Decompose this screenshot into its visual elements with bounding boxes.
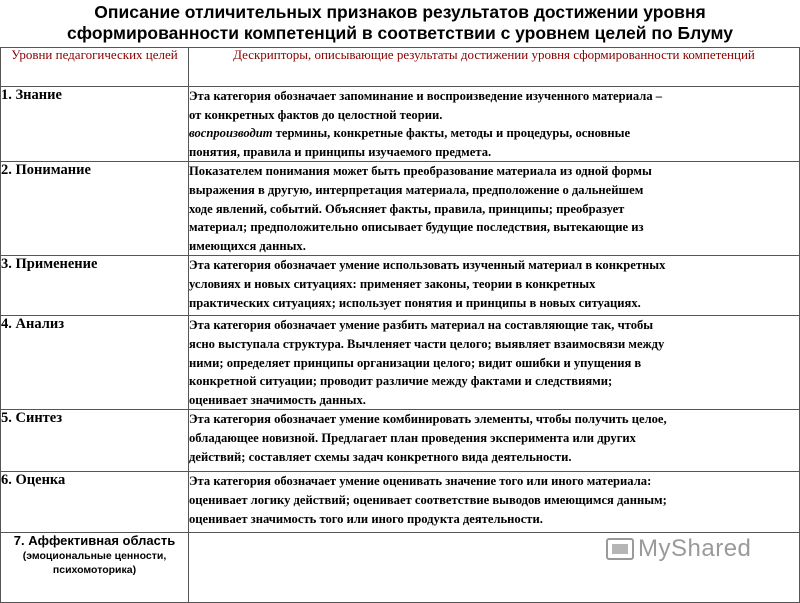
level-affective [1,533,189,603]
table-row [1,87,800,162]
bloom-table [0,47,800,603]
myshared-watermark [606,535,751,563]
descriptor-analysis-text: Эта категория обозначает умение разбить материал на составляющие так, чтобы ясно выступала структура. Вычленяет части целого; выявляет взаимосвязи между ними; определяет принципы организации целого; видит ошибки и упущения в конкретной ситуации; проводит различие между фактами и следствиями; оценивает значимость данных. [189,318,665,407]
presentation-icon [606,538,634,560]
descriptor-comprehension [189,162,800,256]
descriptor-application-text: Эта категория обозначает умение использовать изученный материал в конкретных условиях и новых ситуациях: применяет законы, теории в конкретных практических ситуациях; использует понятия и принципы в новых ситуациях. [189,258,666,310]
descriptor-synthesis [189,410,800,472]
descriptor-knowledge-part2: термины, конкретные факты, методы и процедуры, основные понятия, правила и принципы изучаемого предмета. [189,126,631,159]
affective-note: (эмоциональные ценности, психомоторика) [22,550,167,577]
affective-title: 7. Аффективная область [13,533,176,549]
descriptor-evaluation [189,472,800,533]
descriptor-analysis [189,316,800,410]
descriptor-knowledge-part1: Эта категория обозначает запоминание и воспроизведение изученного материала – от конкретных фактов до целостной теории. [189,89,663,122]
title-line-1: Описание отличительных признаков результатов достижении уровня [94,2,706,22]
table-row [1,410,800,472]
level-knowledge: 1. Знание [1,87,189,162]
descriptor-knowledge-italic: воспроизводит [189,126,273,141]
table-row [1,256,800,316]
table-row [1,316,800,410]
descriptor-comprehension-text: Показателем понимания может быть преобразование материала из одной формы выражения в другую, интерпретация материала, предположение о дальнейшем ходе явлений, событий. Объясняет факты, правила, принципы; преобразует материал; предположительно описывает будущие последствия, вытекающие из имеющихся данных. [189,164,652,253]
descriptor-application [189,256,800,316]
descriptor-knowledge [189,87,800,162]
header-levels: Уровни педагогических целей [1,48,189,87]
title-line-2: сформированности компетенций в соответствии с уровнем целей по Блуму [67,23,733,43]
level-comprehension: 2. Понимание [1,162,189,256]
slide-title [0,2,800,44]
level-synthesis: 5. Синтез [1,410,189,472]
table-row [1,162,800,256]
watermark-text: MyShared [638,535,752,562]
descriptor-synthesis-text: Эта категория обозначает умение комбинировать элементы, чтобы получить целое, обладающее новизной. Предлагает план проведения эксперимента или других действий; составляет схемы задач конкретного вида деятельности. [189,412,667,464]
level-application: 3. Применение [1,256,189,316]
level-evaluation: 6. Оценка [1,472,189,533]
descriptor-evaluation-text: Эта категория обозначает умение оценивать значение того или иного материала: оценивает логику действий; оценивает соответствие выводов имеющимся данным; оценивает значимость того или иного продукта деятельности. [189,474,667,526]
level-analysis: 4. Анализ [1,316,189,410]
table-header-row [1,48,800,87]
table-row [1,472,800,533]
header-descriptors: Дескрипторы, описывающие результаты достижении уровня сформированности компетенций [189,48,800,87]
